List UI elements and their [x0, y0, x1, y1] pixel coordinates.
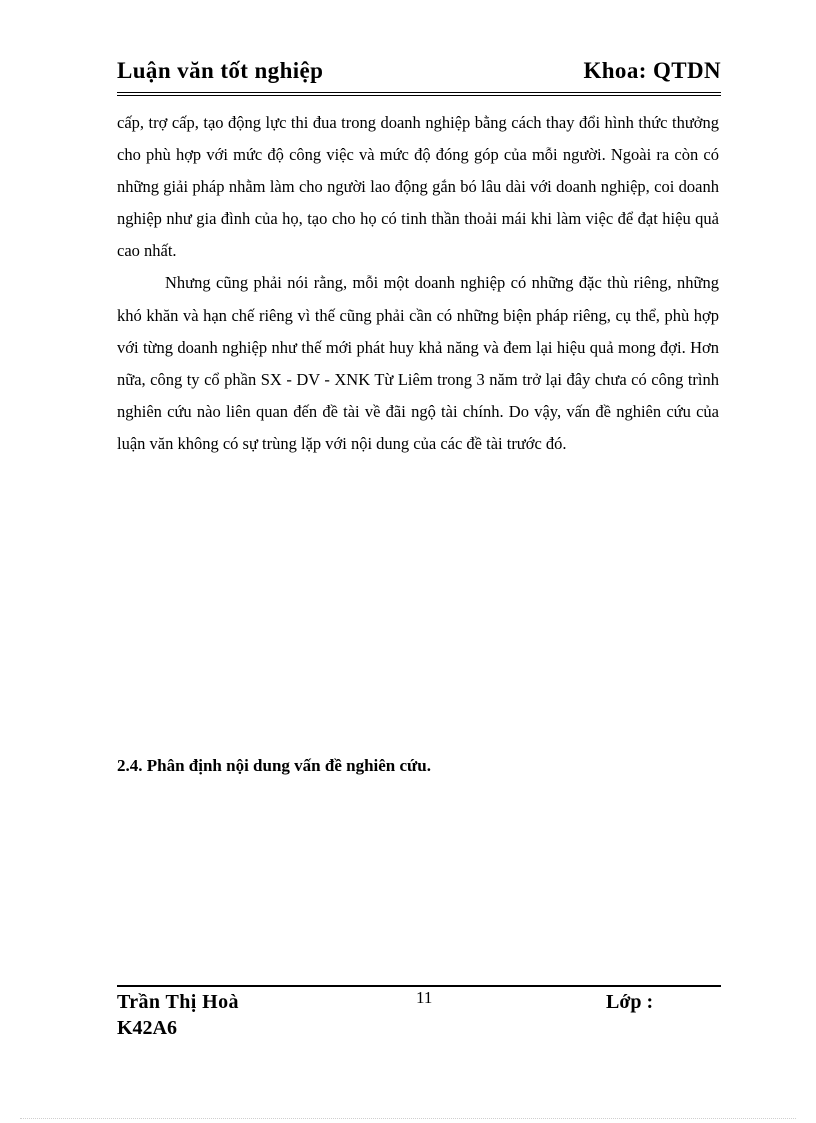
body-text — [117, 107, 719, 460]
header-divider-secondary — [117, 95, 721, 96]
faculty-label: Khoa: QTDN — [583, 58, 721, 83]
footer-author: Trần Thị Hoà — [117, 991, 239, 1013]
paragraph-2: Nhưng cũng phải nói rằng, mỗi một doanh nghiệp có những đặc thù riêng, những khó khăn và hạn chế riêng vì thế cũng phải cần có những biện pháp riêng, cụ thể, phù hợp với từng doanh nghiệp như thế mới phát huy khả năng và đem lại hiệu quả mong đợi. Hơn nữa, công ty cổ phần SX - DV - XNK Từ Liêm trong 3 năm trở lại đây chưa có công trình nghiên cứu nào liên quan đến đề tài về đãi ngộ tài chính. Do vậy, vấn đề nghiên cứu của luận văn không có sự trùng lặp với nội dung của các đề tài trước đó. — [117, 273, 719, 453]
page-number: 11 — [416, 988, 433, 1007]
section-heading: 2.4. Phân định nội dung vấn đề nghiên cứu. — [117, 756, 431, 775]
footer-class-value: K42A6 — [117, 1017, 177, 1039]
footer-class-label: Lớp : — [606, 991, 654, 1013]
page-header — [117, 56, 721, 88]
page-bottom-edge — [20, 1118, 796, 1119]
thesis-title: Luận văn tốt nghiệp — [117, 58, 324, 83]
paragraph-1: cấp, trợ cấp, tạo động lực thi đua trong doanh nghiệp bằng cách thay đổi hình thức thưởng cho phù hợp với mức độ công việc và mức độ đóng góp của mỗi người. Ngoài ra còn có những giải pháp nhằm làm cho người lao động gắn bó lâu dài với doanh nghiệp, coi doanh nghiệp như gia đình của họ, tạo cho họ có tinh thần thoải mái khi làm việc để đạt hiệu quả cao nhất. — [117, 113, 719, 261]
header-divider — [117, 92, 721, 93]
